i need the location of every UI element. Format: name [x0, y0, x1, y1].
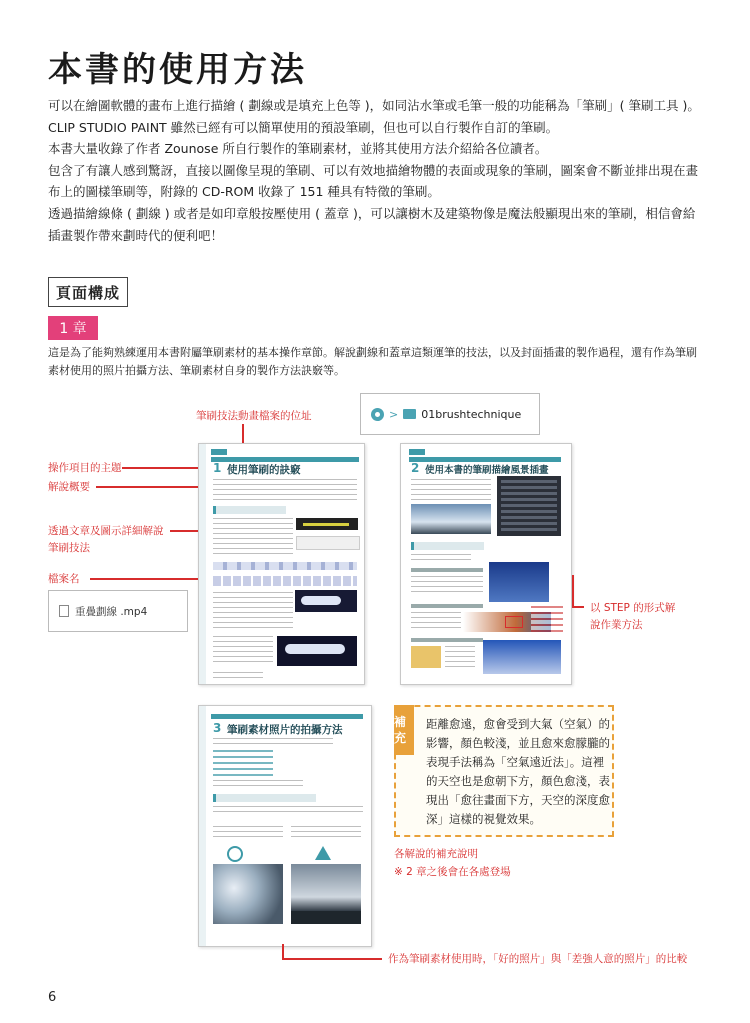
annotation-supplement-desc: 各解說的補充說明 [394, 848, 478, 860]
page-number: 6 [48, 990, 57, 1005]
chapter-badge: 1 章 [48, 316, 98, 340]
intro-paragraph: 本書大量收錄了作者 Zounose 所自行製作的筆刷素材，並將其使用方法介紹給各位讀者。 [48, 141, 548, 157]
page3-number: 3 [213, 721, 222, 735]
supplement-tag: 補充 [394, 705, 414, 755]
folder-path-box: > 01brushtechnique [360, 393, 540, 435]
sample-page-1 [198, 443, 365, 685]
annotation-file-name-label: 檔案名 [48, 573, 80, 585]
page-title: 本書的使用方法 [48, 50, 307, 90]
file-name-text: 重疊劃線 .mp4 [75, 605, 148, 618]
intro-paragraph: 透過描繪線條 ( 劃線 ) 或者是如印章般按壓使用 ( 蓋章 )，可以讓樹木及建築物像是魔法般顯現出來的筆刷，相信會給插畫製作帶來劃時代的便利吧！ [48, 205, 696, 243]
page2-title: 使用本書的筆刷描繪風景插畫 [425, 465, 549, 476]
intro-paragraph: 可以在繪圖軟體的畫布上進行描繪 ( 劃線或是填充上色等 )，如同沾水筆或毛筆一般的功能稱為「筆刷」( 筆刷工具 )。CLIP STUDIO PAINT 雖然已經有可以簡單使用的預設筆刷，但也可以自行製作自訂的筆刷。 [48, 98, 700, 135]
sample-page-3 [198, 705, 372, 947]
page2-number: 2 [411, 461, 420, 475]
file-icon [59, 605, 69, 617]
page1-title: 使用筆刷的訣竅 [227, 464, 301, 476]
annotation-operation-topic: 操作項目的主題 [48, 462, 122, 474]
file-name-box [48, 590, 188, 632]
annotation-photo-comparison: 作為筆刷素材使用時，「好的照片」與「差強人意的照片」的比較 [388, 953, 688, 965]
annotation-supplement-note: ※ 2 章之後會在各處登場 [394, 866, 511, 878]
folder-icon [403, 409, 416, 419]
supplement-box [394, 705, 614, 837]
section-heading: 頁面構成 [48, 277, 128, 307]
folder-path-text: 01brushtechnique [421, 407, 522, 421]
annotation-text-figure: 透過文章及圖示詳細解說筆刷技法 [48, 525, 164, 554]
annotation-overview: 解說概要 [48, 481, 90, 493]
annotation-anim-location: 筆刷技法動畫檔案的位址 [196, 410, 312, 422]
disc-icon [371, 408, 384, 421]
page1-number: 1 [213, 461, 222, 475]
chapter-description: 這是為了能夠熟練運用本書附屬筆刷素材的基本操作章節。解說劃線和蓋章這類運筆的技法，以及封面插畫的製作過程，還有作為筆刷素材使用的照片拍攝方法、筆刷素材自身的製作方法訣竅等。 [48, 346, 697, 377]
annotation-step-format: 以 STEP 的形式解說作業方法 [590, 602, 676, 631]
sample-page-2 [400, 443, 572, 685]
supplement-text: 距離愈遠，愈會受到大氣（空氣）的影響，顏色較淺，並且愈來愈朦朧的表現手法稱為「空氣遠近法」。這裡的天空也是愈朝下方，顏色愈淺，表現出「愈往畫面下方，天空的深度愈深」這樣的視覺效果。 [426, 717, 610, 826]
intro-paragraph: 包含了有讓人感到驚訝，直接以圖像呈現的筆刷、可以有效地描繪物體的表面或現象的筆刷，圖案會不斷並排出現在畫布上的圖樣筆刷等，附錄的 CD-ROM 收錄了 151 種具有特徵的筆刷。 [48, 162, 699, 200]
intro-text [48, 95, 700, 246]
page3-title: 筆刷素材照片的拍攝方法 [227, 724, 343, 736]
